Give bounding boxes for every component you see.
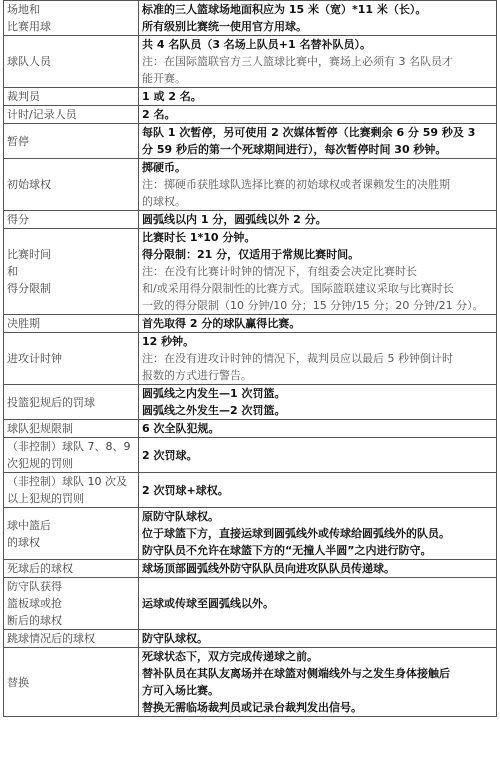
rule-row	[4, 560, 497, 578]
rule-content-cell	[139, 508, 497, 560]
rules-body	[4, 1, 497, 717]
rule-label-cell	[4, 630, 139, 648]
rules-table	[3, 0, 497, 717]
rule-note-line: 和/或采用得分限制性的比赛方式。国际篮联建议采取与比赛时长	[142, 282, 454, 295]
rule-text-line: 1 或 2 名。	[142, 90, 202, 103]
rule-label-cell	[4, 315, 139, 333]
rule-label-line: 替换	[7, 675, 29, 689]
rule-label-line: 的球权	[7, 535, 40, 549]
rule-label-cell	[4, 159, 139, 211]
rule-text-line: 防守队球权。	[142, 632, 208, 645]
rule-row	[4, 1, 497, 36]
rule-text-line: 2 次罚球+球权。	[142, 483, 229, 497]
rule-label-line: 跳球情况后的球权	[7, 632, 95, 645]
rule-content-cell	[139, 159, 497, 211]
rule-content-cell	[139, 420, 497, 438]
rule-text-line: 比赛时长 1*10 分钟。	[142, 231, 256, 244]
rule-content-cell	[139, 88, 497, 106]
rule-row	[4, 333, 497, 385]
rule-label-cell	[4, 560, 139, 578]
rule-note-line: 报数的方式进行警告。	[142, 369, 252, 382]
rule-content-cell	[139, 36, 497, 88]
rule-text-line: 圆弧线之内发生—1 次罚篮。	[142, 387, 286, 400]
rule-text-line: 位于球篮下方，直接运球到圆弧线外或传球给圆弧线外的队员。	[142, 527, 450, 540]
rule-content-cell	[139, 578, 497, 630]
rule-label-cell	[4, 333, 139, 385]
rule-label-line: 得分限制	[7, 282, 51, 295]
rule-label-cell	[4, 438, 139, 473]
rule-content-cell	[139, 124, 497, 159]
rule-text-line: 每队 1 次暂停，另可使用 2 次媒体暂停（比赛剩余 6 分 59 秒及 3	[142, 126, 476, 139]
rule-text-line: 圆弧线之外发生—2 次罚篮。	[142, 404, 286, 417]
rule-content-cell	[139, 648, 497, 717]
rule-text-line: 所有级别比赛统一使用官方用球。	[142, 20, 307, 33]
rule-row	[4, 159, 497, 211]
rule-note-line: 注：在国际篮联官方三人篮球比赛中，赛场上必须有 3 名队员才	[142, 55, 453, 68]
rule-content-cell	[139, 106, 497, 124]
rule-row	[4, 211, 497, 229]
rule-row	[4, 473, 497, 508]
rule-row	[4, 36, 497, 88]
rule-label-cell	[4, 124, 139, 159]
rule-label-line: 比赛用球	[7, 20, 51, 33]
rule-text-line: 得分限制：21 分，仅适用于常规比赛时间。	[142, 248, 360, 261]
rule-label-line: 球中篮后	[7, 518, 51, 532]
rule-label-line: 初始球权	[7, 178, 51, 191]
rule-text-line: 分 59 秒后的第一个死球期间进行），每次暂停时间 30 秒钟。	[142, 143, 447, 156]
rule-label-line: 得分	[7, 213, 29, 226]
rule-content-cell	[139, 333, 497, 385]
rule-label-cell	[4, 106, 139, 124]
rule-note-line: 注：掷硬币获胜球队选择比赛的初始球权或者课赖发生的决胜期	[142, 178, 450, 191]
rule-label-line: 防守队获得	[7, 580, 62, 593]
rule-note-line: 注：在没有比赛计时钟的情况下，有组委会决定比赛时长	[142, 265, 417, 278]
rule-text-line: 6 次全队犯规。	[142, 422, 220, 435]
rule-row	[4, 385, 497, 420]
rule-row	[4, 648, 497, 717]
rule-label-cell	[4, 420, 139, 438]
rule-note-line: 注：在没有进攻计时钟的情况下，裁判员应以最后 5 秒钟倒计时	[142, 352, 453, 365]
rule-content-cell	[139, 211, 497, 229]
rule-label-line: 暂停	[7, 134, 29, 148]
rule-label-cell	[4, 385, 139, 420]
rule-label-line: 以上犯规的罚则	[7, 492, 84, 505]
rule-content-cell	[139, 560, 497, 578]
rule-label-line: 次犯规的罚则	[7, 457, 73, 470]
rule-label-cell	[4, 578, 139, 630]
rule-row	[4, 88, 497, 106]
rule-label-line: 和	[7, 265, 18, 278]
rule-row	[4, 438, 497, 473]
rule-row	[4, 508, 497, 560]
rule-label-line: （非控制）球队 10 次及	[7, 475, 127, 488]
rule-content-cell	[139, 385, 497, 420]
rule-label-line: （非控制）球队 7、8、9	[7, 440, 131, 453]
rule-note-line: 一致的得分限制（10 分钟/10 分；15 分钟/15 分；20 分钟/21 分）。	[142, 299, 484, 312]
rule-label-line: 计时/记录人员	[7, 108, 77, 121]
rule-row	[4, 578, 497, 630]
rule-label-line: 断后的球权	[7, 614, 62, 627]
rule-content-cell	[139, 315, 497, 333]
rule-label-cell	[4, 36, 139, 88]
rule-text-line: 2 名。	[142, 108, 176, 121]
rule-row	[4, 124, 497, 159]
rule-text-line: 2 次罚球。	[142, 448, 198, 462]
rule-note-line: 的球权。	[142, 195, 186, 208]
rule-label-line: 篮板球或抢	[7, 597, 62, 610]
rule-label-line: 球队犯规限制	[7, 422, 73, 435]
rule-text-line: 替补队员在其队友离场并在球篮对侧端线外与之发生身体接触后	[142, 667, 450, 680]
rule-text-line: 掷硬币。	[142, 161, 186, 174]
rule-label-line: 比赛时间	[7, 248, 51, 261]
rule-row	[4, 630, 497, 648]
rule-label-line: 决胜期	[7, 317, 40, 330]
rule-text-line: 原防守队球权。	[142, 510, 219, 523]
rule-content-cell	[139, 438, 497, 473]
rule-label-cell	[4, 648, 139, 717]
rule-text-line: 标准的三人篮球场地面积应为 15 米（宽）*11 米（长）。	[142, 3, 427, 16]
rule-label-cell	[4, 229, 139, 315]
rule-text-line: 方可入场比赛。	[142, 684, 219, 697]
rule-content-cell	[139, 473, 497, 508]
rule-text-line: 首先取得 2 分的球队赢得比赛。	[142, 317, 301, 330]
rule-content-cell	[139, 1, 497, 36]
rule-text-line: 12 秒钟。	[142, 335, 195, 348]
rule-label-line: 进攻计时钟	[7, 352, 62, 365]
rule-content-cell	[139, 229, 497, 315]
rule-row	[4, 106, 497, 124]
rule-label-cell	[4, 211, 139, 229]
rule-content-cell	[139, 630, 497, 648]
rule-label-cell	[4, 508, 139, 560]
rule-label-line: 球队人员	[7, 55, 51, 68]
rule-row	[4, 229, 497, 315]
rule-label-cell	[4, 473, 139, 508]
rule-label-line: 裁判员	[7, 90, 40, 103]
rule-text-line: 替换无需临场裁判员或记录台裁判发出信号。	[142, 701, 362, 714]
rule-note-line: 能开赛。	[142, 72, 186, 85]
rule-row	[4, 315, 497, 333]
rule-label-cell	[4, 1, 139, 36]
rule-row	[4, 420, 497, 438]
rule-text-line: 共 4 名队员（3 名场上队员+1 名替补队员）。	[142, 38, 371, 51]
rule-label-line: 投篮犯规后的罚球	[7, 395, 95, 409]
rule-text-line: 防守队员不允许在球篮下方的“无撞人半圆”之内进行防守。	[142, 544, 432, 557]
rule-text-line: 球场顶部圆弧线外防守队队员向进攻队队员传递球。	[142, 562, 395, 575]
rule-label-line: 场地和	[7, 3, 40, 16]
rule-text-line: 死球状态下，双方完成传递球之前。	[142, 650, 318, 663]
rule-label-cell	[4, 88, 139, 106]
rule-text-line: 运球或传球至圆弧线以外。	[142, 597, 274, 610]
rule-label-line: 死球后的球权	[7, 562, 73, 575]
rule-text-line: 圆弧线以内 1 分，圆弧线以外 2 分。	[142, 213, 327, 226]
